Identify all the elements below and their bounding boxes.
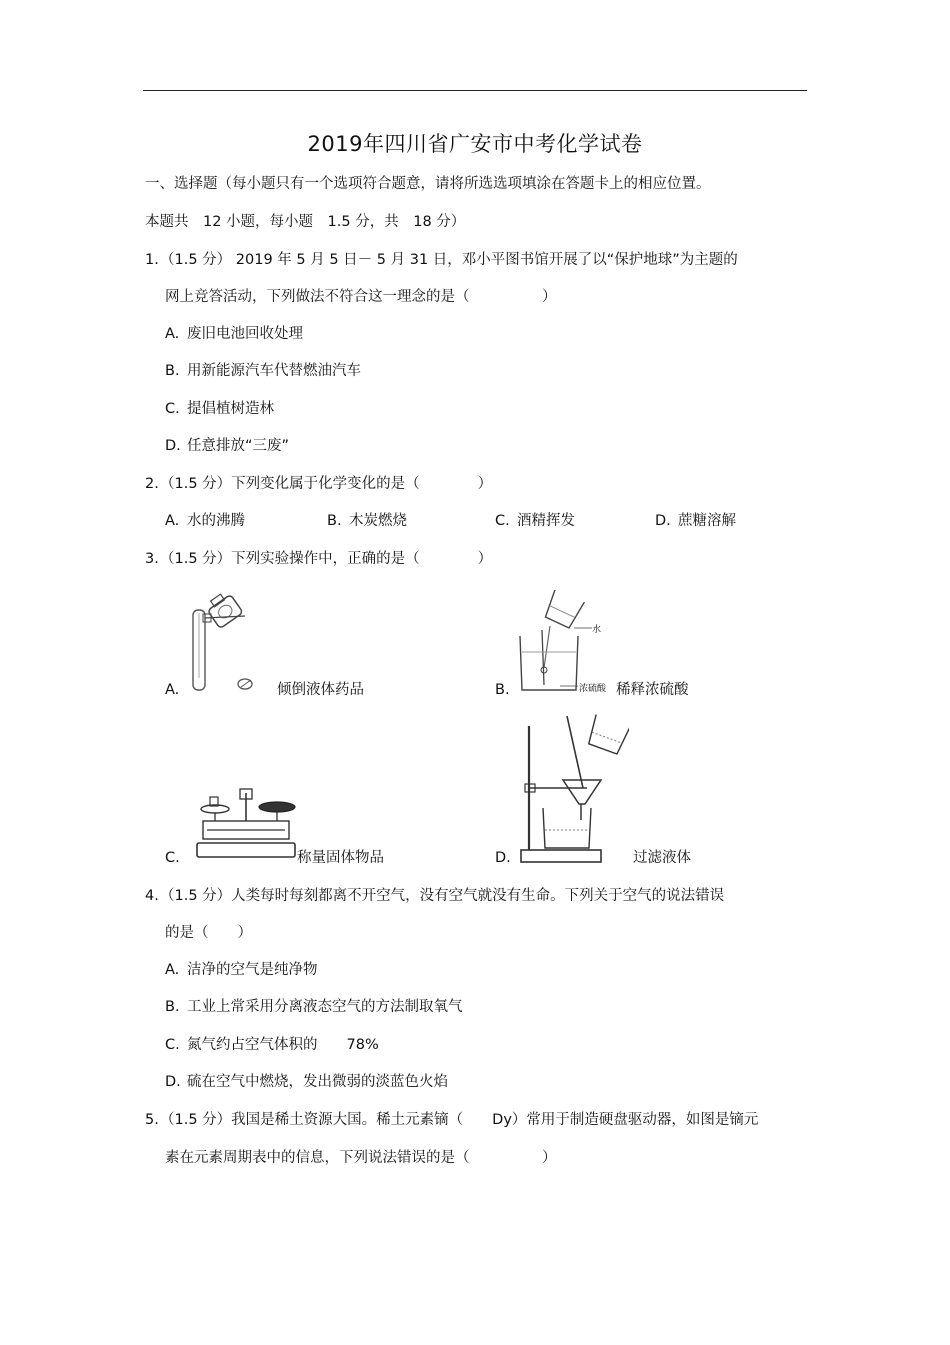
figure-pouring-liquid [185,588,265,696]
q3-option-d-text: 过滤液体 [633,850,691,866]
q1-option-c-text: 提倡植树造林 [187,401,274,417]
q1-option-b-label: B. [165,363,180,379]
q1-option-d-text: 任意排放“三废” [187,438,290,454]
q2-option-d-text: 蔗糖溶解 [678,513,736,529]
q2-option-c-label: C. [495,513,510,529]
q4-option-a-label: A. [165,962,180,978]
q3-option-a-label: A. [165,682,180,698]
q1-stem-line1: （1.5 分） 2019 年 5 月 5 日－ 5 月 31 日，邓小平图书馆开展了以“保护地球”为主题的 [160,252,738,268]
q4-option-c-text: 氮气约占空气体积的 78% [187,1037,379,1053]
q3-option-b-text: 稀释浓硫酸 [616,682,689,698]
q1-option-c-label: C. [165,401,180,417]
section-note: 本题共 12 小题，每小题 1.5 分，共 18 分） [145,214,466,230]
q1-stem-line2: 网上竞答活动，下列做法不符合这一理念的是（ ） [165,289,557,305]
figure-balance-scale [193,785,303,863]
q3-option-c-text: 称量固体物品 [297,850,384,866]
q3-option-b-label: B. [495,682,510,698]
label-concentrated-acid: 浓硫酸 [579,684,607,694]
section-header: 一、选择题（每小题只有一个选项符合题意，请将所选选项填涂在答题卡上的相应位置。 [145,176,711,192]
figure-filtration [517,712,629,866]
q2-option-c-text: 酒精挥发 [517,513,575,529]
q1-number: 1. [145,252,159,268]
q3-option-a-text: 倾倒液体药品 [277,682,364,698]
q1-option-d-label: D. [165,438,181,454]
q4-option-c-label: C. [165,1037,180,1053]
q2-option-d-label: D. [655,513,671,529]
label-water: 水 [592,625,602,635]
q5-stem-line2: 素在元素周期表中的信息，下列说法错误的是（ ） [165,1150,557,1166]
q1-option-a-label: A. [165,326,180,342]
page-title: 2019年四川省广安市中考化学试卷 [307,132,643,156]
q4-option-b-text: 工业上常采用分离液态空气的方法制取氧气 [187,999,463,1015]
q2-option-b-label: B. [327,513,342,529]
top-rule [143,90,807,91]
q1-option-a-text: 废旧电池回收处理 [187,326,303,342]
q4-option-d-text: 硫在空气中燃烧，发出微弱的淡蓝色火焰 [187,1074,448,1090]
q3-option-c-label: C. [165,850,180,866]
q3-number: 3. [145,551,159,567]
q4-stem-line1: （1.5 分）人类每时每刻都离不开空气，没有空气就没有生命。下列关于空气的说法错误 [160,888,725,904]
q2-stem: （1.5 分）下列变化属于化学变化的是（ ） [160,476,493,492]
q3-stem: （1.5 分）下列实验操作中，正确的是（ ） [160,551,493,567]
q2-option-b-text: 木炭燃烧 [349,513,407,529]
q3-option-d-label: D. [495,850,511,866]
q2-option-a-text: 水的沸腾 [187,513,245,529]
q4-stem-line2: 的是（ ） [165,925,252,941]
q4-option-b-label: B. [165,999,180,1015]
q1-option-b-text: 用新能源汽车代替燃油汽车 [187,363,361,379]
q2-number: 2. [145,476,159,492]
q2-option-a-label: A. [165,513,180,529]
q4-option-a-text: 洁净的空气是纯净物 [187,962,318,978]
q4-option-d-label: D. [165,1074,181,1090]
q5-stem-line1: （1.5 分）我国是稀土资源大国。稀土元素镝（ Dy）常用于制造硬盘驱动器，如图是镝元 [160,1112,759,1128]
q4-number: 4. [145,888,159,904]
q5-number: 5. [145,1112,159,1128]
